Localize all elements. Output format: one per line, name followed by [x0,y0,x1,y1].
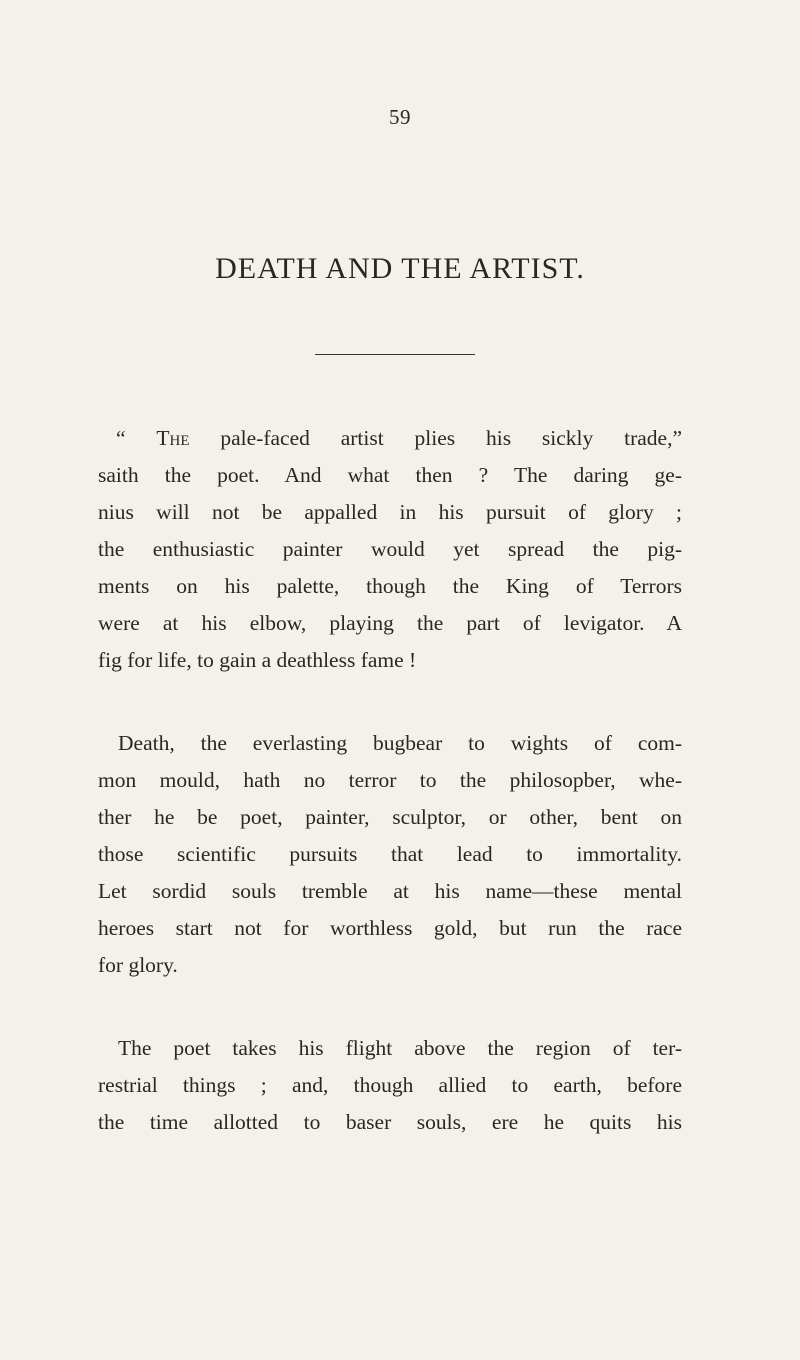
text-line: the time allotted to baser souls, ere he quits his [98,1110,682,1134]
text-line: mon mould, hath no terror to the philosopber, whe- [98,768,682,792]
text-line: ments on his palette, though the King of Terrors [98,574,682,598]
text-span: pale-faced artist plies his sickly trade,” [189,426,683,450]
text-line: nius will not be appalled in his pursuit of glory ; [98,500,682,524]
text-line [98,420,682,457]
text-line: heroes start not for worthless gold, but run the race [98,916,682,940]
chapter-title: DEATH AND THE ARTIST. [215,252,585,285]
opening-word: The [156,426,190,450]
text-line: Death, the everlasting bugbear to wights of com- [118,731,682,755]
text-line: for glory. [98,953,178,977]
paragraph [98,725,682,984]
text-line: the enthusiastic painter would yet spread the pig- [98,537,682,561]
text-line: The poet takes his flight above the region of ter- [118,1036,682,1060]
text-line: saith the poet. And what then ? The daring ge- [98,463,682,487]
text-line: Let sordid souls tremble at his name—these mental [98,879,682,903]
text-line: were at his elbow, playing the part of levigator. A [98,611,682,635]
opening-quote: “ [116,426,126,450]
text-line: fig for life, to gain a deathless fame ! [98,648,417,672]
text-line: ther he be poet, painter, sculptor, or other, bent on [98,805,682,829]
page-number: 59 [389,105,411,129]
text-line: restrial things ; and, though allied to earth, before [98,1073,682,1097]
paragraph [98,1030,682,1141]
text-line: those scientific pursuits that lead to immortality. [98,842,682,866]
paragraph [98,420,682,679]
title-rule [315,354,475,355]
